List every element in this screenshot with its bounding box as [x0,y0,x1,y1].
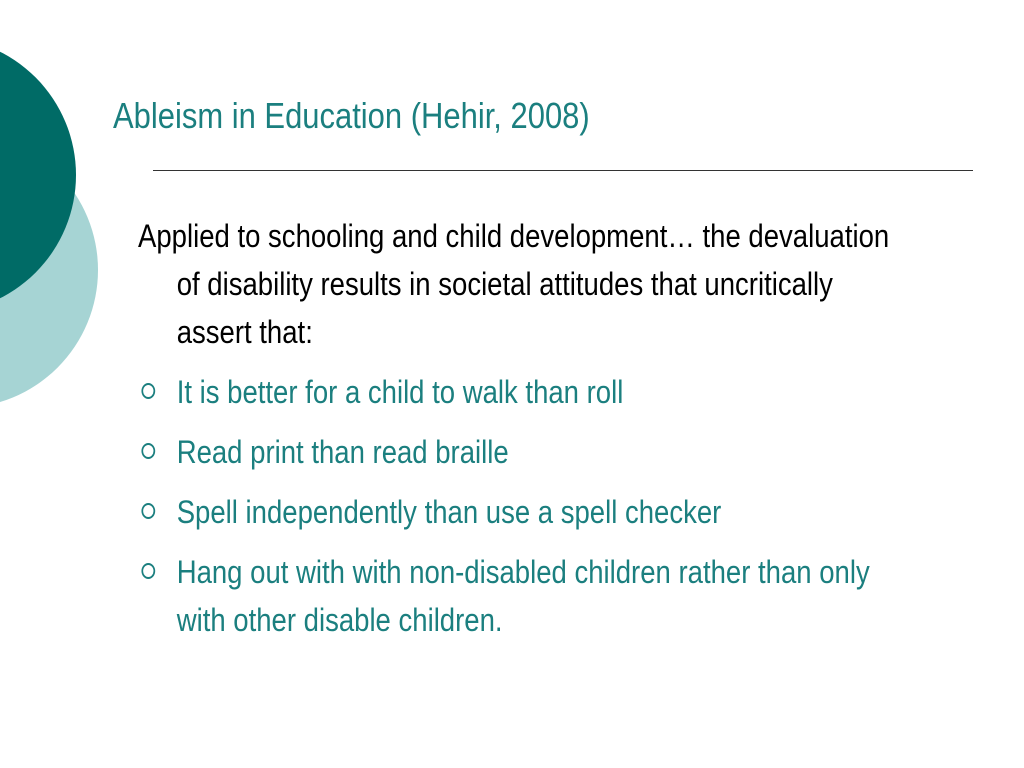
hollow-circle-bullet-icon [141,503,155,519]
bullet-item [138,548,912,644]
bullet-item [138,488,912,536]
intro-paragraph: Applied to schooling and child development… the devaluation of disability results in societal attitudes that uncritically assert that: [138,218,890,350]
bullet-text: Hang out with with non-disabled children rather than only with other disable children. [176,554,870,638]
bullet-text: Read print than read braille [176,434,509,470]
bullet-list [138,368,912,644]
bullet-item [138,428,912,476]
bullet-item [138,368,912,416]
bullet-text: It is better for a child to walk than roll [176,374,624,410]
decorative-circles [0,0,120,420]
title-divider [153,170,973,171]
hollow-circle-bullet-icon [141,443,155,459]
bullet-text: Spell independently than use a spell checker [176,494,722,530]
slide-body [138,212,1024,644]
hollow-circle-bullet-icon [141,383,155,399]
hollow-circle-bullet-icon [141,563,155,579]
slide-title: Ableism in Education (Hehir, 2008) [113,95,590,136]
